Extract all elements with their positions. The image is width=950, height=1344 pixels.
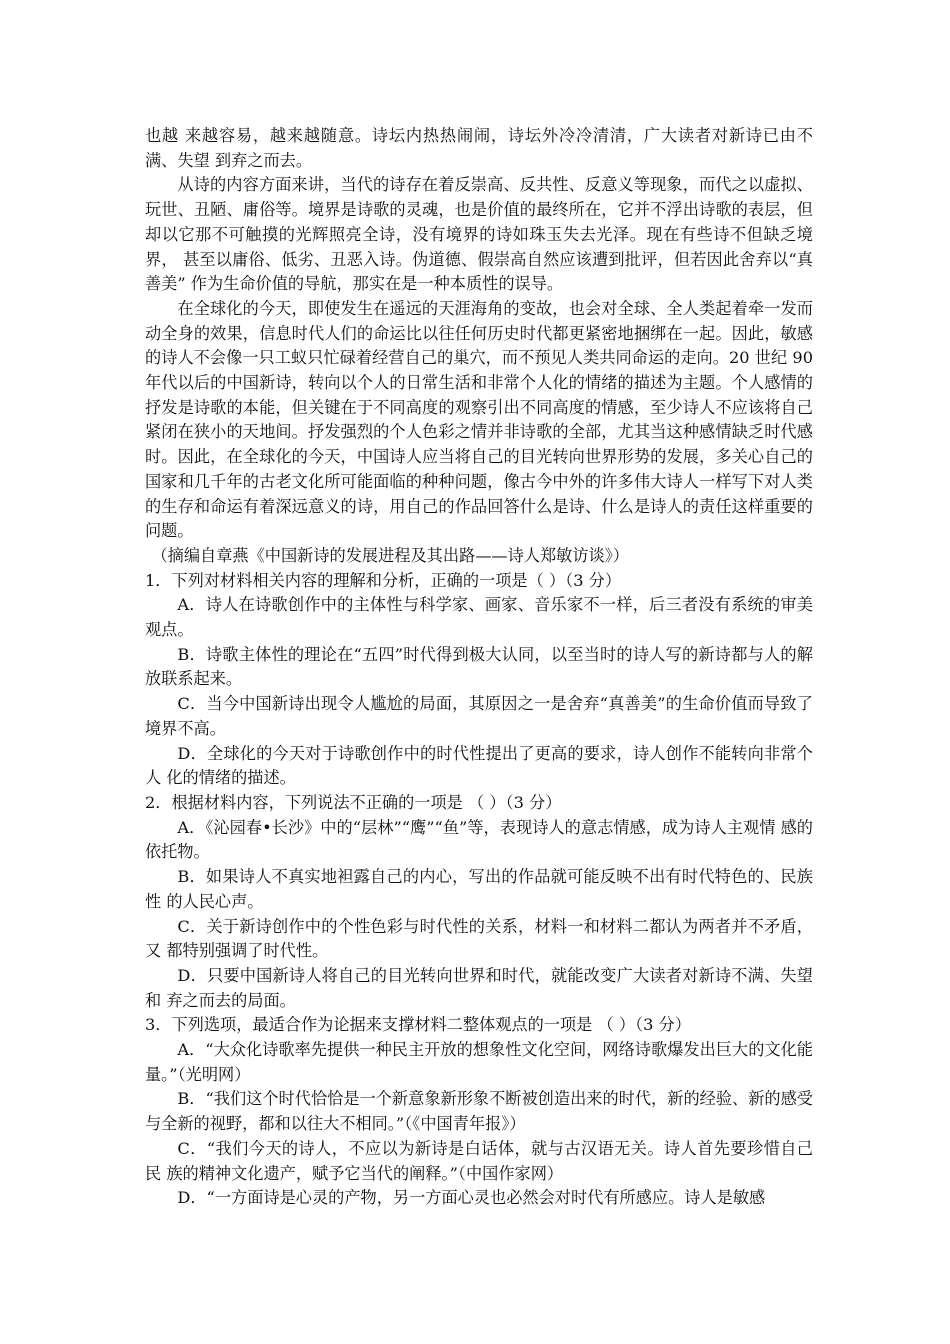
- question-1-option-b: B．诗歌主体性的理论在“五四”时代得到极大认同，以至当时的诗人写的新诗都与人的解 放联系起来。: [145, 644, 813, 689]
- question-2-option-c: C．关于新诗创作中的个性色彩与时代性的关系，材料一和材料二都认为两者并不矛盾，又 都特别强调了时代性。: [145, 916, 813, 961]
- question-2-stem: 2．根据材料内容，下列说法不正确的一项是 （ ）（3 分）: [145, 792, 562, 812]
- question-2-option-b: B．如果诗人不真实地袒露自己的内心，写出的作品就可能反映不出有时代特色的、民族性 的人民心声。: [145, 867, 813, 911]
- question-3-option-d: D．“一方面诗是心灵的产物，另一方面心灵也必然会对时代有所感应。诗人是敏感: [177, 1188, 766, 1208]
- question-1-option-d: D．全球化的今天对于诗歌创作中的时代性提出了更高的要求，诗人创作不能转向非常个人 化的情绪的描述。: [145, 743, 813, 788]
- passage-paragraph-2: 从诗的内容方面来讲，当代的诗存在着反崇高、反共性、反意义等现象，而代之以虚拟、 玩世、丑陋、庸俗等。境界是诗歌的灵魂，也是价值的最终所在，它并不浮出诗歌的表层，但 却以它那不可触摸的光辉照亮全诗，没有境界的诗如珠玉失去光泽。现在有些诗不但缺乏境界， 甚至以庸俗、低劣、丑恶入诗。伪道德、假崇高自然应该遭到批评，但若因此舍弃以“真善美” 作为生命价值的导航，那实在是一种本质性的误导。: [145, 175, 813, 294]
- document-page: [145, 124, 813, 1211]
- question-1-option-c: C．当今中国新诗出现令人尴尬的局面，其原因之一是舍弃“真善美”的生命价值而导致了 境界不高。: [145, 694, 813, 738]
- question-3-option-b: B．“我们这个时代恰恰是一个新意象新形象不断被创造出来的时代，新的经验、新的感受 与全新的视野，都和以往大不相同。”（《中国青年报》）: [145, 1089, 813, 1134]
- source-citation: （摘编自章燕《中国新诗的发展进程及其出路——诗人郑敏访谈》）: [151, 545, 629, 565]
- question-3-option-c: C．“我们今天的诗人，不应以为新诗是白话体，就与古汉语无关。诗人首先要珍惜自己民 族的精神文化遗产，赋予它当代的阐释。”（中国作家网）: [145, 1138, 813, 1183]
- question-2-option-d: D．只要中国新诗人将自己的目光转向世界和时代，就能改变广大读者对新诗不满、失望和 弃之而去的局面。: [145, 965, 813, 1010]
- passage-paragraph-3: 在全球化的今天，即使发生在遥远的天涯海角的变故，也会对全球、全人类起着牵一发而 动全身的效果，信息时代人们的命运比以往任何历史时代都更紧密地捆绑在一起。因此，敏感 的诗人不会像一只工蚁只忙碌着经营自己的巢穴，而不预见人类共同命运的走向。20 世纪 90 年代以后的中国新诗，转向以个人的日常生活和非常个人化的情绪的描述为主题。个人感情的 抒发是诗歌的本能，但关键在于不同高度的观察引出不同高度的情感，至少诗人不应该将自己 紧闭在狭小的天地间。抒发强烈的个人色彩之情并非诗歌的全部，尤其当这种感情缺乏时代感 时。因此，在全球化的今天，中国诗人应当将自己的目光转向世界形势的发展，多关心自己的 国家和几千年的古老文化所可能面临的种种问题，像古今中外的许多伟大诗人一样写下对人类 的生存和命运有着深远意义的诗，用自己的作品回答什么是诗、什么是诗人的责任这样重要的 问题。: [145, 298, 813, 541]
- question-3-stem: 3．下列选项，最适合作为论据来支撑材料二整体观点的一项是 （ ）（3 分）: [145, 1015, 691, 1035]
- question-1-option-a: A．诗人在诗歌创作中的主体性与科学家、画家、音乐家不一样，后三者没有系统的审美观点。: [145, 595, 813, 640]
- question-3-option-a: A．“大众化诗歌率先提供一种民主开放的想象性文化空间，网络诗歌爆发出巨大的文化能 量。”（光明网）: [145, 1040, 813, 1084]
- question-1-stem: 1．下列对材料相关内容的理解和分析，正确的一项是（ ）（3 分）: [145, 570, 622, 590]
- question-2-option-a: A．《沁园春•长沙》中的“层林”“鹰”“鱼”等，表现诗人的意志情感，成为诗人主观情 感的依托物。: [145, 817, 813, 862]
- passage-paragraph-1: 也越 来越容易，越来越随意。诗坛内热热闹闹，诗坛外冷冷清清，广大读者对新诗已由不满、失望 到弃之而去。: [145, 126, 813, 170]
